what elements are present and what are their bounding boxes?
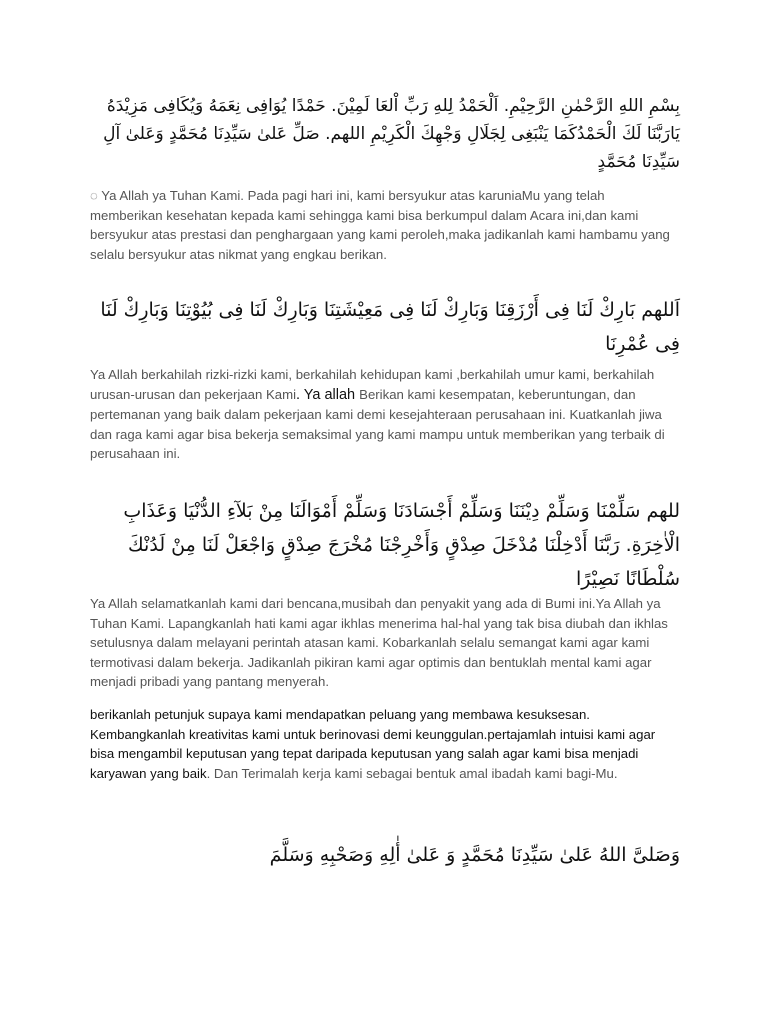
arabic-opening-prayer: بِسْمِ اللهِ الرَّحْمٰنِ الرَّحِيْمِ. اَلْحَمْدُ لِلهِ رَبِّ اْلعَا لَمِيْنَ. حَمْدًا يُوَافِى نِعَمَهُ وَيُكَافِى مَزِيْدَهُ يَارَبَّنَا لَكَ الْحَمْدُكَمَا يَنْبَغِى لِجَلَالِ وَجْهِكَ الْكَرِيْمِ اللهم. صَلِّ عَلىٰ سَيِّدِنَا مُحَمَّدٍ وَعَلىٰ آلِ سَيِّدِنَا مُحَمَّدٍ xyxy=(103,96,680,172)
protection-translation: Ya Allah selamatkanlah kami dari bencana,musibah dan penyakit yang ada di Bumi ini.Ya Allah ya Tuhan Kami. Lapangkanlah hati kami agar ikhlas menerima hal-hal yang tak bisa diubah dan ikhlas setulusnya dalam melayani perintah atasan kami. Kobarkanlah selalu semangat kami agar kami termotivasi dalam bekerja. Jadikanlah pikiran kami agar optimis dan bentuklah mental kami agar menjadi pribadi yang pantang menyerah. xyxy=(90,596,668,689)
barakah-text-emphasis: . Ya allah xyxy=(296,386,360,403)
success-text-dark: berikanlah petunjuk supaya kami mendapatkan peluang yang membawa kesuksesan. Kembangkanlah kreativitas kami untuk berinovasi demi keunggulan.pertajamlah intuisi kami agar bisa mengambil keputusan yang tepat daripada keputusan yang salah agar kami bisa menjadi karyawan yang baik xyxy=(90,707,656,781)
arabic-closing-salawat: وَصَلىَّ اللهُ عَلىٰ سَيِّدِنَا مُحَمَّدٍ وَ عَلىٰ أٰلِهِ وَصَحْبِهِ وَسَلَّمَ xyxy=(269,844,680,866)
barakah-text-part2: Berikan kami kesempatan, keberuntungan, dan pertemanan yang baik dalam pekerjaan kami demi kesejahteraan perusahaan ini. Kuatkanlah jiwa dan raga kami agar bisa bekerja semaksimal yang kami mampu untuk memberikan yang terbaik di perusahaan ini. xyxy=(90,386,665,461)
success-text-grey: . Dan Terimalah kerja kami sebagai bentuk amal ibadah kami bagi-Mu. xyxy=(206,765,618,781)
barakah-translation xyxy=(90,365,680,464)
success-prayer xyxy=(90,705,680,783)
barakah-text-part1: Ya Allah berkahilah rizki-rizki kami, berkahilah kehidupan kami ,berkahilah umur kami, berkahilah urusan-urusan dan pekerjaan Kami xyxy=(90,367,655,402)
arabic-protection-prayer: للهم سَلِّمْنَا وَسَلِّمْ دِيْنَنَا وَسَلِّمْ أَجْسَادَنَا وَسَلِّمْ أَمْوَالَنَا مِنْ بَلآءِ الدُّنْيَا وَعَذَابِ الْاٰخِرَةِ. رَبَّنَا أَدْخِلْنَا مُدْخَلَ صِدْقٍ وَأَخْرِجْنَا مُخْرَجَ صِدْقٍ وَاجْعَلْ لَنَا مِنْ لَدُنْكَ سُلْطَانًا نَصِيْرًا xyxy=(123,500,680,590)
arabic-barakah-prayer: اَللهم بَارِكْ لَنَا فِى أَرْزَقِنَا وَبَارِكْ لَنَا فِى مَعِيْشَتِنَا وَبَارِكْ لَنَا فِى بُيُوْتِنَا وَبَارِكْ لَنَا فِى عُمْرِنَا xyxy=(100,299,680,355)
opening-translation: ◌ Ya Allah ya Tuhan Kami. Pada pagi hari ini, kami bersyukur atas karuniaMu yang telah memberikan kesehatan kepada kami sehingga kami bisa berkumpul dalam Acara ini,dan kami bersyukur atas prestasi dan penghargaan yang kami peroleh,maka jadikanlah kami hambamu yang selalu bersyukur atas nikmat yang engkau berikan. xyxy=(90,188,670,262)
